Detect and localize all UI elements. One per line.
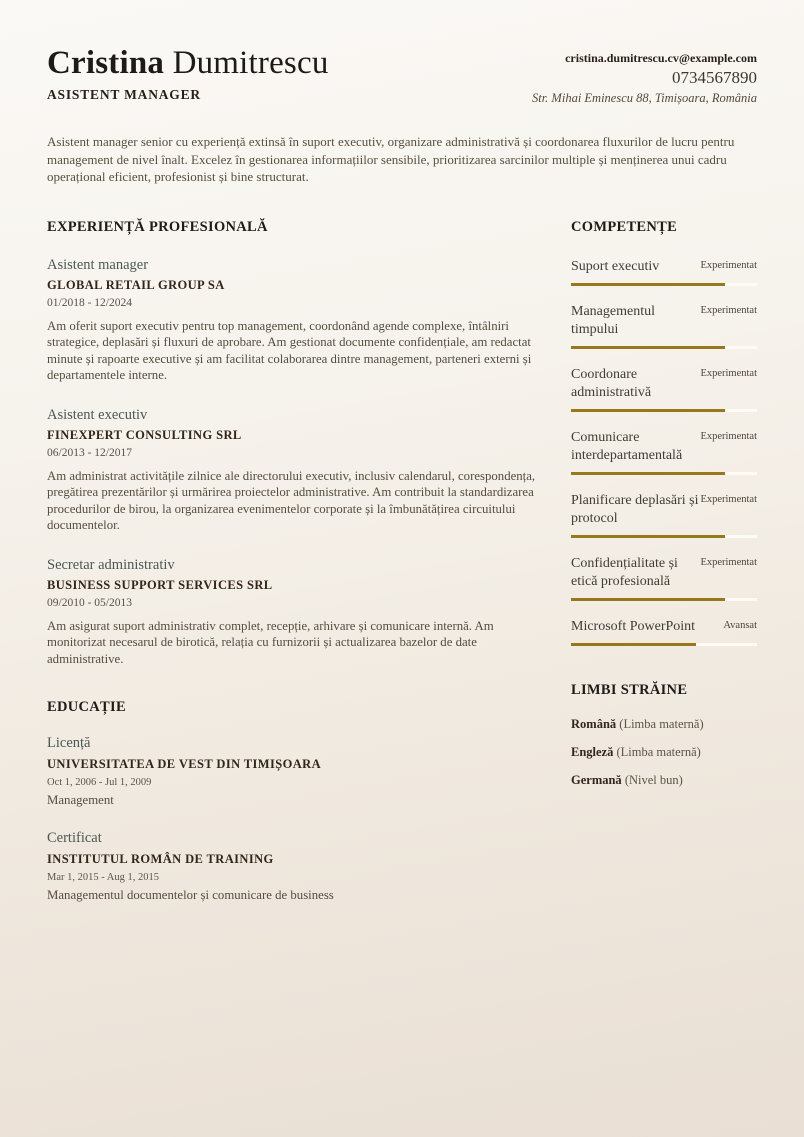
skill-name: Managementul timpului	[571, 303, 655, 337]
language-level: (Limba maternă)	[616, 744, 701, 759]
education-entry	[47, 734, 541, 809]
skill-row-top	[571, 618, 757, 636]
left-column	[47, 219, 541, 925]
address-text: Str. Mihai Eminescu 88, Timișoara, România	[531, 91, 757, 105]
skill-name: Suport executiv	[571, 258, 660, 274]
skill-progress-bar	[571, 346, 757, 349]
skill-level-label: Avansat	[723, 619, 757, 631]
school-name: INSTITUTUL ROMÂN DE TRAINING	[47, 852, 274, 866]
skill-progress-fill	[571, 598, 725, 601]
skill-row	[571, 303, 757, 349]
education-entry	[47, 829, 541, 904]
skill-name: Planificare deplasări și protocol	[571, 492, 699, 526]
skill-level-label: Experimentat	[700, 556, 757, 568]
skills-section	[571, 219, 757, 646]
skill-progress-bar	[571, 472, 757, 475]
language-level: (Limba maternă)	[619, 716, 704, 731]
languages-heading: LIMBI STRĂINE	[571, 681, 688, 698]
first-name: Cristina	[47, 45, 165, 81]
job-title: Asistent manager	[47, 256, 149, 273]
company-name: BUSINESS SUPPORT SERVICES SRL	[47, 577, 273, 592]
skill-level-label: Experimentat	[700, 259, 757, 271]
columns	[47, 219, 757, 925]
skill-row	[571, 492, 757, 538]
skill-row	[571, 618, 757, 646]
skill-row-top	[571, 555, 757, 591]
last-name: Dumitrescu	[172, 45, 329, 81]
experience-section	[47, 219, 541, 668]
experience-entry	[47, 406, 541, 534]
job-dates: 09/2010 - 05/2013	[47, 596, 132, 609]
skill-progress-bar	[571, 283, 757, 286]
language-name: Română	[571, 716, 617, 731]
language-name: Germană	[571, 772, 622, 787]
skill-name: Coordonare administrativă	[571, 366, 652, 400]
language-level: (Nivel bun)	[624, 772, 683, 787]
job-description: Am asigurat suport administrativ complet, recepție, arhivare și comunicare internă. Am monitorizat necesarul de birotică, relația cu furnizorii și actualizarea bazelor de date administrative.	[47, 618, 494, 666]
skill-level-label: Experimentat	[700, 367, 757, 379]
degree-name: Certificat	[47, 830, 102, 846]
header-identity	[47, 44, 329, 103]
phone-text: 0734567890	[672, 68, 757, 87]
school-name: UNIVERSITATEA DE VEST DIN TIMIȘOARA	[47, 757, 322, 771]
job-description: Am administrat activitățile zilnice ale directorului executiv, inclusiv calendarul, corespondența, pregătirea prezentărilor și urmărirea proiectelor administrative. Am contribuit la standardizarea procedurilor de birou, la organizarea evenimentelor corporate și la îmbunătățirea circuitului documentelor.	[47, 468, 536, 532]
contact-block	[532, 50, 757, 108]
skill-level-label: Experimentat	[700, 430, 757, 442]
summary-paragraph: Asistent manager senior cu experiență extinsă în suport executiv, organizare administrativă și coordonarea fluxurilor de lucru pentru management de nivel înalt. Excelez în gestionarea informațiilor sensibile, prioritizarea sarcinilor multiple și menținerea unui cadru operațional eficient, profesionist și bine structurat.	[47, 134, 735, 184]
experience-entry	[47, 556, 541, 668]
job-title: Asistent executiv	[47, 406, 148, 423]
education-section	[47, 699, 541, 904]
skill-row-top	[571, 429, 757, 465]
job-dates: 01/2018 - 12/2024	[47, 296, 132, 309]
company-name: GLOBAL RETAIL GROUP SA	[47, 277, 225, 292]
skill-row-top	[571, 258, 757, 276]
skill-progress-fill	[571, 409, 725, 412]
skill-list	[571, 258, 757, 646]
language-list	[571, 716, 757, 788]
job-dates: 06/2013 - 12/2017	[47, 446, 132, 459]
education-dates: Mar 1, 2015 - Aug 1, 2015	[47, 872, 159, 883]
job-title: Secretar administrativ	[47, 556, 175, 573]
skill-row	[571, 555, 757, 601]
email-text: cristina.dumitrescu.cv@example.com	[565, 51, 757, 65]
skill-row-top	[571, 366, 757, 402]
skill-row-top	[571, 492, 757, 528]
degree-name: Licență	[47, 735, 91, 751]
skill-row	[571, 258, 757, 286]
header	[47, 44, 757, 108]
skill-name: Comunicare interdepartamentală	[571, 429, 683, 463]
experience-entries	[47, 256, 541, 668]
language-row	[571, 772, 757, 788]
skill-name: Confidențialitate și etică profesională	[571, 555, 678, 589]
skill-progress-bar	[571, 409, 757, 412]
skill-row	[571, 366, 757, 412]
experience-heading: EXPERIENȚĂ PROFESIONALĂ	[47, 218, 268, 235]
company-name: FINEXPERT CONSULTING SRL	[47, 427, 242, 442]
skill-progress-bar	[571, 535, 757, 538]
skills-heading: COMPETENȚE	[571, 218, 678, 235]
language-row	[571, 744, 757, 760]
education-heading: EDUCAȚIE	[47, 699, 126, 715]
skill-progress-fill	[571, 643, 696, 646]
person-name	[47, 44, 329, 82]
experience-entry	[47, 256, 541, 384]
skill-level-label: Experimentat	[700, 493, 757, 505]
skill-row	[571, 429, 757, 475]
skill-row-top	[571, 303, 757, 339]
job-role: ASISTENT MANAGER	[47, 87, 201, 102]
field-of-study: Managementul documentelor și comunicare de business	[47, 888, 334, 902]
skill-progress-fill	[571, 472, 725, 475]
field-of-study: Management	[47, 793, 114, 807]
education-entries	[47, 734, 541, 904]
job-description: Am oferit suport executiv pentru top management, coordonând agende complexe, întâlniri strategice, deplasări și fluxuri de aprobare. Am gestionat documente confidențiale, am redactat minute și rapoarte executive și am facilitat colaborarea dintre management, parteneri externi și departamentele interne.	[47, 318, 532, 382]
skill-progress-fill	[571, 283, 725, 286]
skill-progress-fill	[571, 346, 725, 349]
education-dates: Oct 1, 2006 - Jul 1, 2009	[47, 777, 152, 788]
skill-progress-fill	[571, 535, 725, 538]
right-column	[571, 219, 757, 925]
language-row	[571, 716, 757, 732]
language-name: Engleză	[571, 744, 614, 759]
skill-progress-bar	[571, 598, 757, 601]
languages-section	[571, 682, 757, 788]
skill-level-label: Experimentat	[700, 304, 757, 316]
skill-name: Microsoft PowerPoint	[571, 618, 696, 634]
skill-progress-bar	[571, 643, 757, 646]
